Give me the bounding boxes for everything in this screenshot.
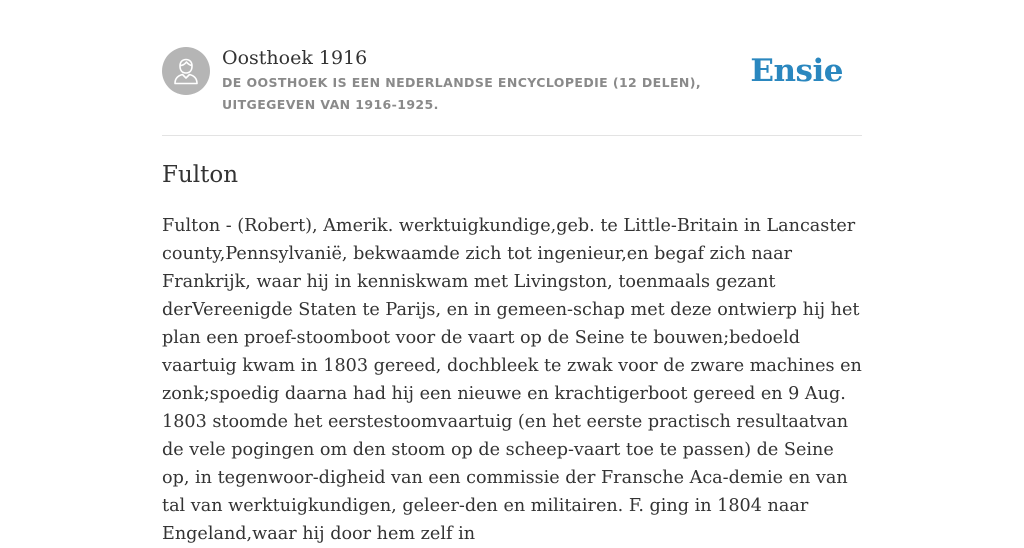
source-avatar[interactable]: [162, 47, 210, 95]
source-title[interactable]: Oosthoek 1916: [222, 47, 368, 69]
entry-text: Fulton - (Robert), Amerik. werktuigkundige,geb. te Little-Britain in Lancaster county,Pennsylvanië, bekwaamde zich tot ingenieur,en begaf zich naar Frankrijk, waar hij in kenniskwam met Livingston, toenmaals gezant derVereenigde Staten te Parijs, en in gemeen-schap met deze ontwierp hij het plan een proef-stoomboot voor de vaart op de Seine te bouwen;bedoeld vaartuig kwam in 1803 gereed, dochbleek te zwak voor de zware machines en zonk;spoedig daarna had hij een nieuwe en krachtigerboot gereed en 9 Aug. 1803 stoomde het eerstestoomvaartuig (en het eerste practisch resultaatvan de vele pogingen om den stoom op de scheep-vaart toe te passen) de Seine op, in tegenwoor-digheid van een commissie der Fransche Aca-demie en van tal van werktuigkundigen, geleer-den en militairen. F. ging in 1804 naar Engeland,waar hij door hem zelf in: [162, 216, 862, 544]
source-header: [162, 44, 862, 116]
brand-logo-link[interactable]: Ensie: [750, 53, 843, 89]
header-divider: [162, 135, 862, 136]
entry-title: Fulton: [162, 162, 239, 188]
user-avatar-icon: [170, 55, 202, 87]
source-description: DE OOSTHOEK IS EEN NEDERLANDSE ENCYCLOPEDIE (12 DELEN), UITGEGEVEN VAN 1916-1925.: [222, 75, 702, 112]
